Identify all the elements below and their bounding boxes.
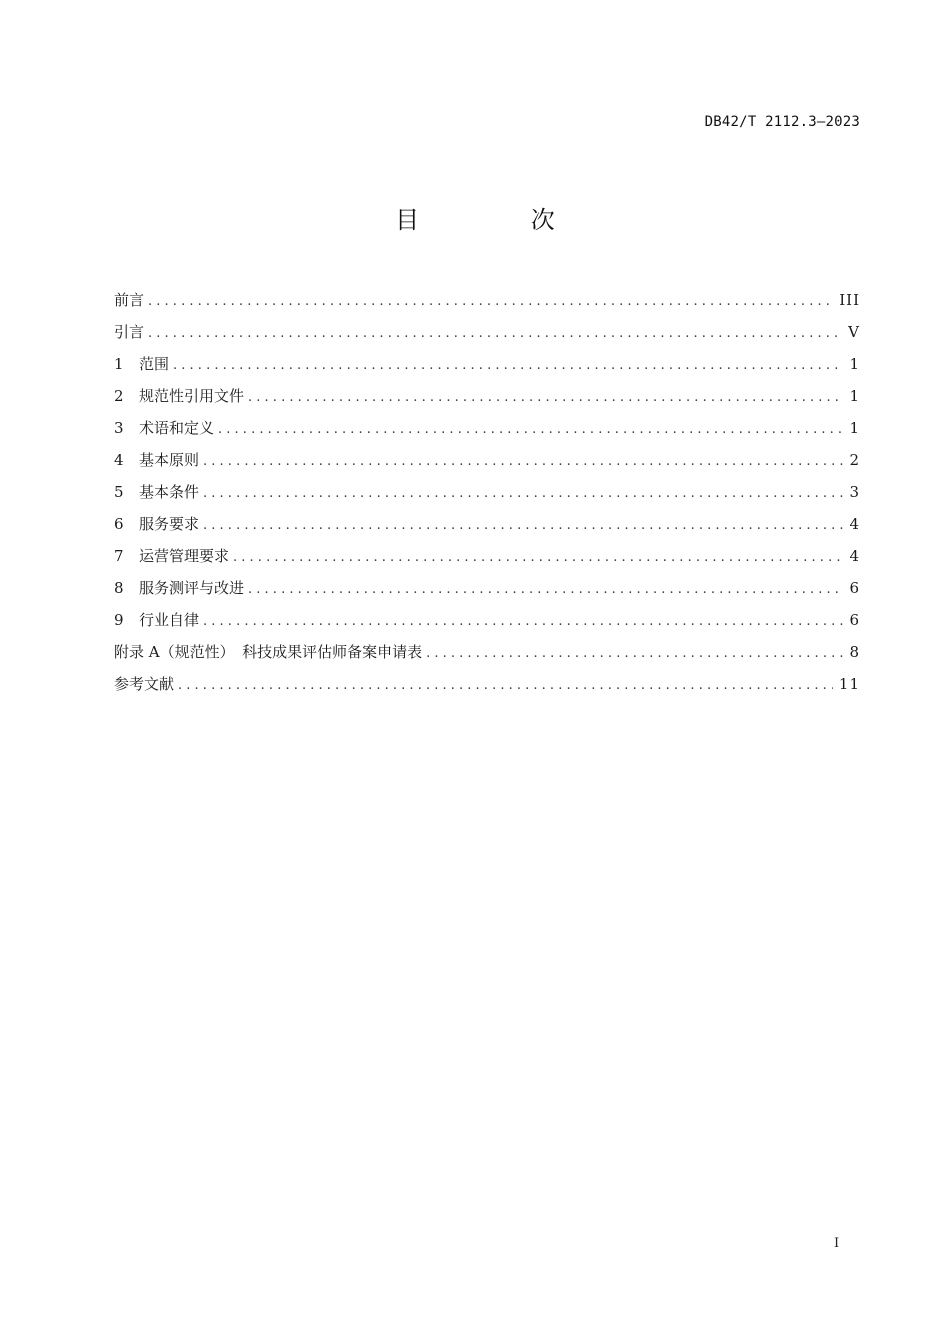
toc-dot-leader [203, 606, 843, 638]
toc-entry-page: III [839, 291, 860, 309]
toc-entry-label [114, 540, 229, 572]
toc-entry[interactable] [114, 348, 860, 380]
toc-entry-label [114, 572, 244, 604]
toc-entry-page: V [848, 323, 860, 341]
toc-entry-number: 2 [114, 387, 124, 405]
toc-entry-page: 1 [849, 355, 860, 373]
toc-entry-text: 基本条件 [139, 483, 200, 501]
toc-entry-text: 基本原则 [139, 451, 200, 469]
toc-entry-page: 1 [849, 419, 860, 437]
toc-entry-text: 前言 [114, 291, 145, 309]
toc-entry-page: 6 [849, 579, 860, 597]
page-number: I [834, 1236, 840, 1251]
toc-entry-label [114, 636, 422, 668]
table-of-contents [114, 284, 860, 700]
toc-entry-text: 服务测评与改进 [139, 579, 245, 597]
toc-entry-text: 附录 A（规范性） 科技成果评估师备案申请表 [114, 643, 423, 661]
toc-entry[interactable] [114, 604, 860, 636]
toc-entry-text: 参考文献 [114, 675, 175, 693]
toc-entry-number: 7 [114, 547, 124, 565]
toc-dot-leader [203, 510, 843, 542]
toc-entry-text: 运营管理要求 [139, 547, 230, 565]
toc-entry-page: 8 [849, 643, 860, 661]
toc-dot-leader [178, 670, 833, 702]
toc-entry-page: 1 [849, 387, 860, 405]
toc-entry-page: 11 [838, 675, 860, 693]
toc-dot-leader [148, 318, 842, 350]
toc-entry-label [114, 348, 169, 380]
toc-entry-page: 4 [849, 547, 860, 565]
toc-entry-number: 1 [114, 355, 124, 373]
toc-entry-page: 3 [849, 483, 860, 501]
toc-entry[interactable] [114, 572, 860, 604]
toc-entry-number: 9 [114, 611, 124, 629]
toc-entry-label [114, 668, 174, 700]
toc-entry[interactable] [114, 476, 860, 508]
toc-entry-label [114, 476, 199, 508]
toc-entry-number: 8 [114, 579, 124, 597]
toc-dot-leader [203, 446, 843, 478]
toc-entry-number: 3 [114, 419, 124, 437]
toc-entry-text: 行业自律 [139, 611, 200, 629]
toc-dot-leader [248, 574, 843, 606]
toc-entry-number: 4 [114, 451, 124, 469]
toc-entry[interactable] [114, 668, 860, 700]
toc-entry-text: 范围 [139, 355, 170, 373]
toc-entry-number: 6 [114, 515, 124, 533]
toc-entry[interactable] [114, 316, 860, 348]
toc-entry[interactable] [114, 412, 860, 444]
toc-entry-page: 2 [849, 451, 860, 469]
toc-entry-label [114, 412, 214, 444]
toc-dot-leader [426, 638, 843, 670]
document-code: DB42/T 2112.3—2023 [704, 114, 860, 130]
toc-entry-page: 4 [849, 515, 860, 533]
toc-entry-text: 术语和定义 [139, 419, 215, 437]
toc-entry-page: 6 [849, 611, 860, 629]
toc-entry-label [114, 284, 144, 316]
toc-entry-text: 规范性引用文件 [139, 387, 245, 405]
toc-entry-label [114, 508, 199, 540]
toc-dot-leader [203, 478, 843, 510]
toc-entry[interactable] [114, 540, 860, 572]
toc-entry-label [114, 316, 144, 348]
toc-entry-label [114, 604, 199, 636]
toc-entry-text: 服务要求 [139, 515, 200, 533]
toc-dot-leader [233, 542, 843, 574]
toc-entry-label [114, 380, 244, 412]
toc-dot-leader [173, 350, 843, 382]
toc-entry[interactable] [114, 284, 860, 316]
toc-entry-label [114, 444, 199, 476]
toc-entry[interactable] [114, 636, 860, 668]
toc-entry[interactable] [114, 508, 860, 540]
toc-dot-leader [148, 286, 833, 318]
toc-entry-number: 5 [114, 483, 124, 501]
toc-title: 目 次 [395, 206, 607, 234]
toc-entry-text: 引言 [114, 323, 145, 341]
toc-entry[interactable] [114, 444, 860, 476]
toc-dot-leader [218, 414, 843, 446]
toc-entry[interactable] [114, 380, 860, 412]
toc-dot-leader [248, 382, 843, 414]
